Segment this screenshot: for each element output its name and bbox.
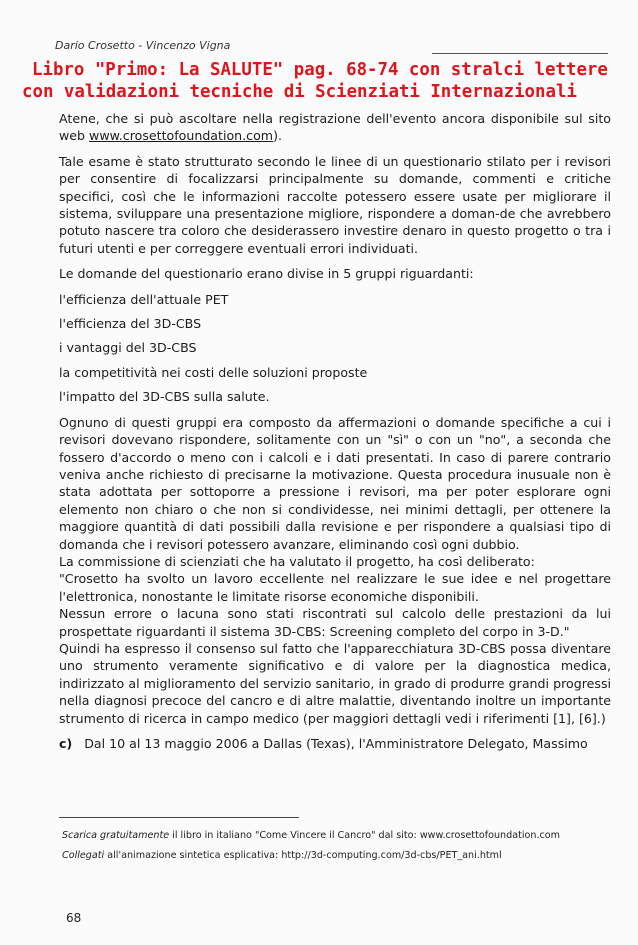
list-item: l'efficienza del 3D-CBS xyxy=(59,316,202,332)
procedure-paragraph: Ognuno di questi gruppi era composto da affermazioni o domande specifiche a cui i revisori dovevano rispondere, solitamente con un "sì" o con un "no", a seconda che fossero d'accordo o meno con i calcoli e i dati presentati. In caso di parere contrario veniva anche richiesto di precisarne la motivazione. Questa procedura inusuale non è stata adottata per sottoporre a pressione i revisori, ma per poter esplorare ogni elemento non chiaro o che non si condividesse, nei minimi dettagli, per ottenere la maggiore quantità di dati possibili dalla revisione e per rispondere a qualsiasi tipo di domanda che i revisori potessero avanzare, eliminando così ogni dubbio. xyxy=(59,414,611,552)
foundation-link[interactable]: www.crosettofoundation.com xyxy=(89,128,274,144)
item-c-text: Dal 10 al 13 maggio 2006 a Dallas (Texas), l'Amministratore Delegato, Massimo xyxy=(84,736,588,751)
footnote-1-lead: Scarica gratuitamente xyxy=(62,830,170,841)
intro-paragraph xyxy=(59,110,611,145)
exam-paragraph: Tale esame è stato strutturato secondo le linee di un questionario stilato per i revisori per consentire di focalizzarsi principalmente su domande, commenti e critiche specifici, così che le informazioni raccolte potessero essere usate per migliorare il sistema, sviluppare una presentazione migliore, rispondere a doman-de che avrebbero potuto nascere tra coloro che desiderassero investire denaro in questo progetto o tra i futuri utenti e per correggere eventuali errori individuati. xyxy=(59,153,611,256)
intro-end: ). xyxy=(273,128,282,144)
intro-text: Atene, che si può ascoltare nella registrazione dell'evento ancora disponibile sul sito web xyxy=(59,111,611,144)
consent-paragraph: Quindi ha espresso il consenso sul fatto che l'apparecchiatura 3D-CBS possa diventare uno strumento veramente significativo e di valore per la diagnostica medica, indirizzato al miglioramento del servizio sanitario, in grado di produrre grandi progressi nella diagnosi precoce del cancro e di altre malattie, diventando inoltre un importante strumento di ricerca in campo medico (per maggiori dettagli vedi i riferimenti [1], [6].) xyxy=(59,640,611,726)
footnote-2-text: all'animazione sintetica esplicativa: http://3d-computing.com/3d-cbs/PET_ani.html xyxy=(104,850,502,861)
footnote-rule xyxy=(59,817,299,818)
list-item: i vantaggi del 3D-CBS xyxy=(59,340,197,356)
list-item: l'impatto del 3D-CBS sulla salute. xyxy=(59,389,270,405)
groups-list xyxy=(59,291,611,406)
page-number: 68 xyxy=(66,911,82,925)
banner-line-1: Libro "Primo: La SALUTE" pag. 68-74 con stralci lettere xyxy=(32,60,608,80)
footnotes xyxy=(62,826,622,866)
commission-paragraph: La commissione di scienziati che ha valutato il progetto, ha così deliberato: xyxy=(59,553,535,569)
overlay-banner xyxy=(22,59,632,103)
footnote-2 xyxy=(62,846,622,866)
footnote-2-lead: Collegati xyxy=(62,850,105,861)
item-c xyxy=(59,735,611,752)
list-item: la competitività nei costi delle soluzioni proposte xyxy=(59,364,368,380)
list-item: l'efficienza dell'attuale PET xyxy=(59,291,229,307)
footnote-1-text: il libro in italiano "Come Vincere il Cancro" dal sito: www.crosettofoundation.com xyxy=(169,830,560,841)
banner-line-2: con validazioni tecniche di Scienziati Internazionali xyxy=(22,82,577,102)
header-rule xyxy=(432,53,608,54)
item-c-tag: c) xyxy=(59,736,73,751)
running-header-authors: Dario Crosetto - Vincenzo Vigna xyxy=(55,39,231,52)
groups-intro: Le domande del questionario erano divise in 5 gruppi riguardanti: xyxy=(59,266,474,282)
quote-paragraph-1: "Crosetto ha svolto un lavoro eccellente nel realizzare le sue idee e nel progettare l'elettronica, nonostante le limitate risorse economiche disponibili. xyxy=(59,571,611,604)
footnote-1 xyxy=(62,826,622,846)
quote-paragraph-2: Nessun errore o lacuna sono stati riscontrati sul calcolo delle prestazioni da lui prospettate riguardanti il sistema 3D-CBS: Screening completo del corpo in 3-D." xyxy=(59,606,611,639)
body-text xyxy=(59,110,611,752)
